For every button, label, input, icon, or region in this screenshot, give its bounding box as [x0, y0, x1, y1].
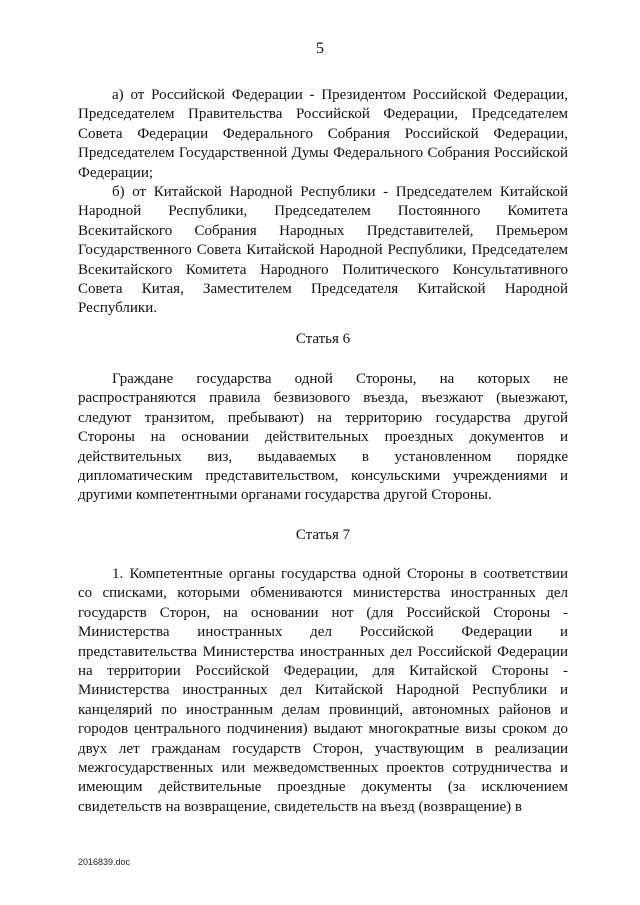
article-6-heading: Статья 6 [295, 331, 351, 347]
article-7-body [78, 565, 568, 817]
paragraph-b: б) от Китайской Народной Республики - Председателем Китайской Народной Республики, Председателем Постоянного Комитета Всекитайского Собрания Народных Представителей, Премьером Государственного Совета Китайской Народной Республики, Председателем Всекитайского Комитета Народного Политического Консультативного Совета Китая, Заместителем Председателя Китайской Народной Республики. [78, 184, 568, 317]
article-7-heading: Статья 7 [295, 527, 351, 543]
paragraph-a: а) от Российской Федерации - Президентом Российской Федерации, Председателем Правительства Российской Федерации, Председателем Совета Федерации Федерального Собрания Российской Федерации, Председателем Государственной Думы Федерального Собрания Российской Федерации; [78, 87, 568, 181]
footer-filename: 2016839.doc [78, 857, 131, 867]
page-number: 5 [316, 40, 324, 57]
article-7 [78, 526, 568, 545]
article-7-paragraph: 1. Компетентные органы государства одной Стороны в соответствии со списками, которыми обмениваются министерства иностранных дел государств Сторон, на основании нот (для Российской Стороны - Министерства иностранных дел Российской Федерации и представительства Министерства иностранных дел Российской Федерации на территории Российской Федерации, для Китайской Стороны - Министерства иностранных дел Китайской Народной Республики и канцелярий по иностранным делам провинций, автономных районов и городов центрального подчинения) выдают многократные визы сроком до двух лет гражданам государств Сторон, участвующим в реализации межгосударственных или межведомственных проектов сотрудничества и имеющим действительные проездные документы (за исключением свидетельств на возвращение, свидетельств на въезд (возвращение) в [78, 566, 568, 815]
article-6-body [78, 370, 568, 506]
article-6 [78, 330, 568, 349]
article-6-paragraph: Граждане государства одной Стороны, на которых не распространяются правила безвизового въезда, въезжают (выезжают, следуют транзитом, пребывают) на территорию государства другой Стороны на основании действительных проездных документов и действительных виз, выдаваемых в установленном порядке дипломатическим представительством, консульскими учреждениями и другими компетентными органами государства другой Стороны. [78, 371, 568, 504]
section-top [78, 86, 568, 319]
